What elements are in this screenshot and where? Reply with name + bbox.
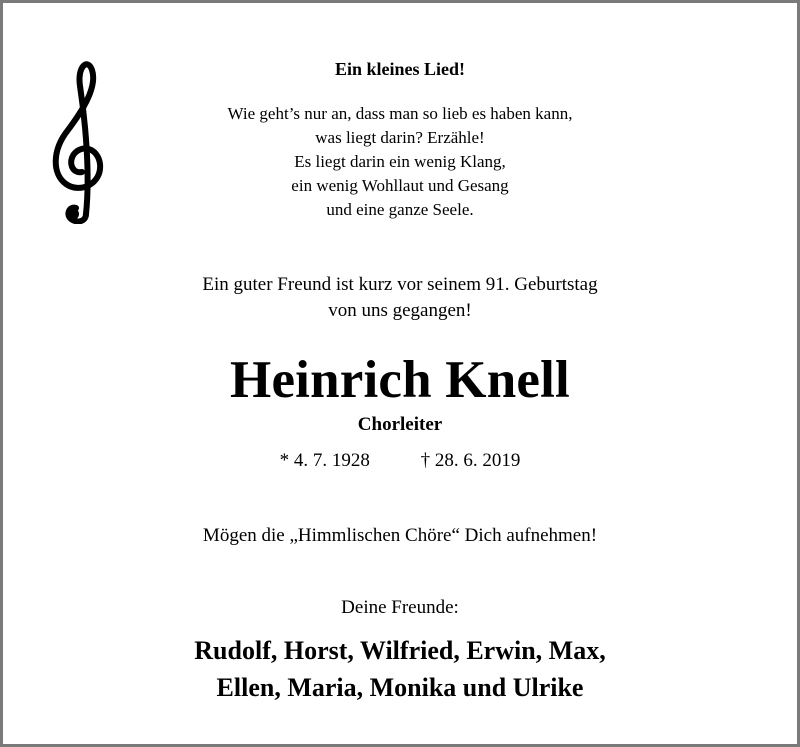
farewell-wish: Mögen die „Himmlischen Chöre“ Dich aufnehmen! (202, 525, 598, 546)
poem-line: Wie geht’s nur an, dass man so lieb es haben kann, (227, 104, 573, 123)
poem-line: was liegt darin? Erzähle! (315, 128, 485, 147)
death-date: † 28. 6. 2019 (420, 450, 521, 471)
intro-line: von uns gegangen! (328, 300, 472, 321)
poem-title: Ein kleines Lied! (334, 59, 466, 79)
poem-text (0, 102, 800, 222)
poem-line: und eine ganze Seele. (326, 200, 474, 219)
deceased-role: Chorleiter (357, 414, 443, 435)
deceased-name: Heinrich Knell (230, 351, 570, 409)
poem-line: ein wenig Wohllaut und Gesang (291, 176, 509, 195)
poem-line: Es liegt darin ein wenig Klang, (294, 152, 506, 171)
intro-text (0, 272, 800, 324)
birth-date: * 4. 7. 1928 (279, 450, 370, 471)
signoff-label: Deine Freunde: (341, 597, 459, 618)
mourners-names (0, 632, 800, 706)
names-line: Ellen, Maria, Monika und Ulrike (216, 673, 584, 702)
intro-line: Ein guter Freund ist kurz vor seinem 91. Geburtstag (202, 274, 598, 295)
life-dates (0, 450, 800, 472)
names-line: Rudolf, Horst, Wilfried, Erwin, Max, (194, 636, 606, 665)
